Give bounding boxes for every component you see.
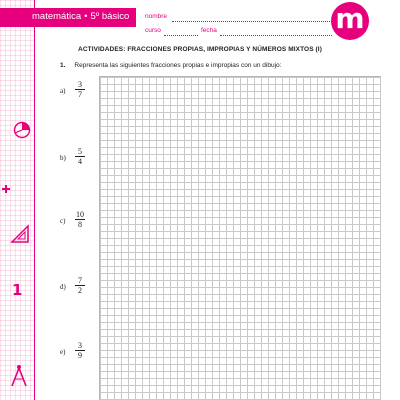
worksheet-title: ACTIVIDADES: FRACCIONES PROPIAS, IMPROPIAS Y NÚMEROS MIXTOS (I) [78, 46, 322, 53]
grade-label: 5º básico [90, 11, 130, 22]
item-letter: d) [60, 283, 66, 291]
item-letter: b) [60, 154, 66, 162]
pie-icon [12, 120, 32, 140]
separator-dot: • [84, 11, 88, 22]
name-field[interactable] [172, 21, 332, 22]
fraction [74, 276, 86, 295]
fraction-numerator: 5 [78, 147, 82, 156]
fraction [74, 147, 86, 166]
instruction-number: 1. [60, 62, 66, 69]
fraction-numerator: 3 [78, 80, 82, 89]
item-letter: c) [60, 217, 66, 225]
fraction-denominator: 9 [78, 351, 82, 360]
compass-icon [9, 364, 29, 388]
number-one-icon: 1 [12, 281, 23, 299]
date-field[interactable] [220, 35, 332, 36]
fraction-numerator: 3 [78, 341, 82, 350]
subject-label: matemática [32, 11, 82, 22]
fraction [74, 341, 86, 360]
fraction-numerator: 10 [76, 210, 84, 219]
fraction-denominator: 7 [78, 90, 82, 99]
ruler-strip [0, 0, 35, 400]
fraction-denominator: 8 [78, 220, 82, 229]
course-label: curso [145, 27, 161, 34]
name-label: nombre [145, 13, 168, 20]
item-letter: e) [60, 348, 66, 356]
course-field[interactable] [164, 35, 198, 36]
fraction-numerator: 7 [78, 276, 82, 285]
fraction-denominator: 2 [78, 286, 82, 295]
instruction [60, 62, 281, 69]
logo-letter: m [335, 2, 365, 35]
fraction [74, 210, 86, 229]
fraction [74, 80, 86, 99]
brand-logo [331, 2, 369, 40]
plus-icon [1, 184, 11, 194]
date-label: fecha [201, 27, 217, 34]
header-subject [32, 11, 129, 22]
fraction-denominator: 4 [78, 157, 82, 166]
triangle-ruler-icon [10, 224, 30, 244]
drawing-grid[interactable] [99, 76, 381, 400]
item-letter: a) [60, 87, 66, 95]
instruction-text: Representa las siguientes fracciones propias e impropias con un dibujo: [74, 62, 282, 69]
